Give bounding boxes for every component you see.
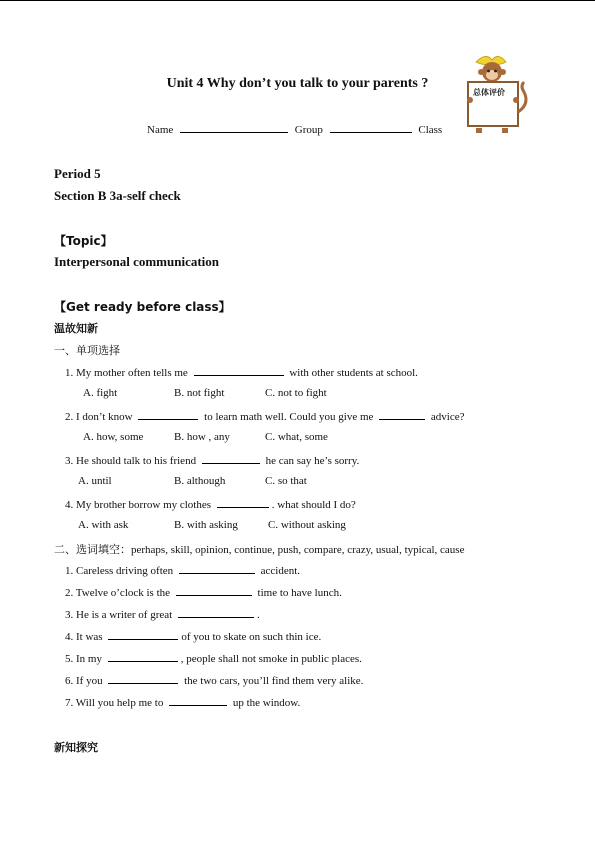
answer-blank[interactable] xyxy=(108,673,178,684)
q1-option-a[interactable]: A. fight xyxy=(83,387,118,399)
worksheet-title: Unit 4 Why don’t you talk to your parents ? xyxy=(166,76,429,91)
answer-blank[interactable] xyxy=(379,409,425,420)
answer-blank[interactable] xyxy=(176,585,252,596)
question-1: 1. My mother often tells me with other students at school. xyxy=(65,367,418,379)
part2-heading: 二、选词填空：perhaps, skill, opinion, continue, push, compare, crazy, usual, typical, cause xyxy=(54,543,465,556)
group-label: Group xyxy=(294,124,323,136)
fill-item-6: 6. If you the two cars, you’ll find them very alike. xyxy=(65,675,364,687)
q4-option-c[interactable]: C. without asking xyxy=(268,519,346,531)
answer-blank[interactable] xyxy=(202,453,260,464)
class-label: Class xyxy=(418,124,443,136)
q2-option-b[interactable]: B. how , any xyxy=(174,431,230,443)
fill-item-1: 1. Careless driving often accident. xyxy=(65,565,301,577)
q1-option-c[interactable]: C. not to fight xyxy=(265,387,327,399)
section-label: Section B 3a-self check xyxy=(54,188,181,203)
q3-option-b[interactable]: B. although xyxy=(174,475,226,487)
word-bank: perhaps, skill, opinion, continue, push, compare, crazy, usual, typical, cause xyxy=(131,544,465,556)
answer-blank[interactable] xyxy=(178,607,254,618)
part1-heading: 一、单项选择 xyxy=(54,344,120,357)
answer-blank[interactable] xyxy=(179,563,255,574)
group-field[interactable] xyxy=(330,122,412,133)
q3-option-c[interactable]: C. so that xyxy=(265,475,307,487)
top-rule xyxy=(0,0,595,1)
question-4: 4. My brother borrow my clothes . what should I do? xyxy=(65,499,356,511)
answer-blank[interactable] xyxy=(194,365,284,376)
new-knowledge-heading: 新知探究 xyxy=(54,741,98,754)
answer-blank[interactable] xyxy=(108,651,178,662)
q3-option-a[interactable]: A. until xyxy=(78,475,112,487)
answer-blank[interactable] xyxy=(108,629,178,640)
q2-option-c[interactable]: C. what, some xyxy=(265,431,328,443)
answer-blank[interactable] xyxy=(138,409,198,420)
fill-item-5: 5. In my , people shall not smoke in public places. xyxy=(65,653,362,665)
answer-blank[interactable] xyxy=(169,695,227,706)
fill-item-2: 2. Twelve o’clock is the time to have lunch. xyxy=(65,587,342,599)
badge-label: 总体评价 xyxy=(473,88,505,97)
fill-item-4: 4. It was of you to skate on such thin ice. xyxy=(65,631,322,643)
q2-option-a[interactable]: A. how, some xyxy=(83,431,144,443)
q4-option-a[interactable]: A. with ask xyxy=(78,519,129,531)
name-field[interactable] xyxy=(180,122,288,133)
fill-item-3: 3. He is a writer of great . xyxy=(65,609,260,621)
question-2: 2. I don’t know to learn math well. Could you give me advice? xyxy=(65,411,465,423)
period-label: Period 5 xyxy=(54,166,101,181)
student-info-line xyxy=(147,122,442,136)
question-3: 3. He should talk to his friend he can say he’s sorry. xyxy=(65,455,360,467)
answer-blank[interactable] xyxy=(217,497,269,508)
get-ready-heading: 【Get ready before class】 xyxy=(54,300,231,314)
review-heading: 温故知新 xyxy=(54,322,98,335)
topic-text: Interpersonal communication xyxy=(54,254,220,269)
topic-heading: 【Topic】 xyxy=(54,234,113,248)
q4-option-b[interactable]: B. with asking xyxy=(174,519,238,531)
q1-option-b[interactable]: B. not fight xyxy=(174,387,225,399)
name-label: Name xyxy=(147,124,174,136)
fill-item-7: 7. Will you help me to up the window. xyxy=(65,697,301,709)
